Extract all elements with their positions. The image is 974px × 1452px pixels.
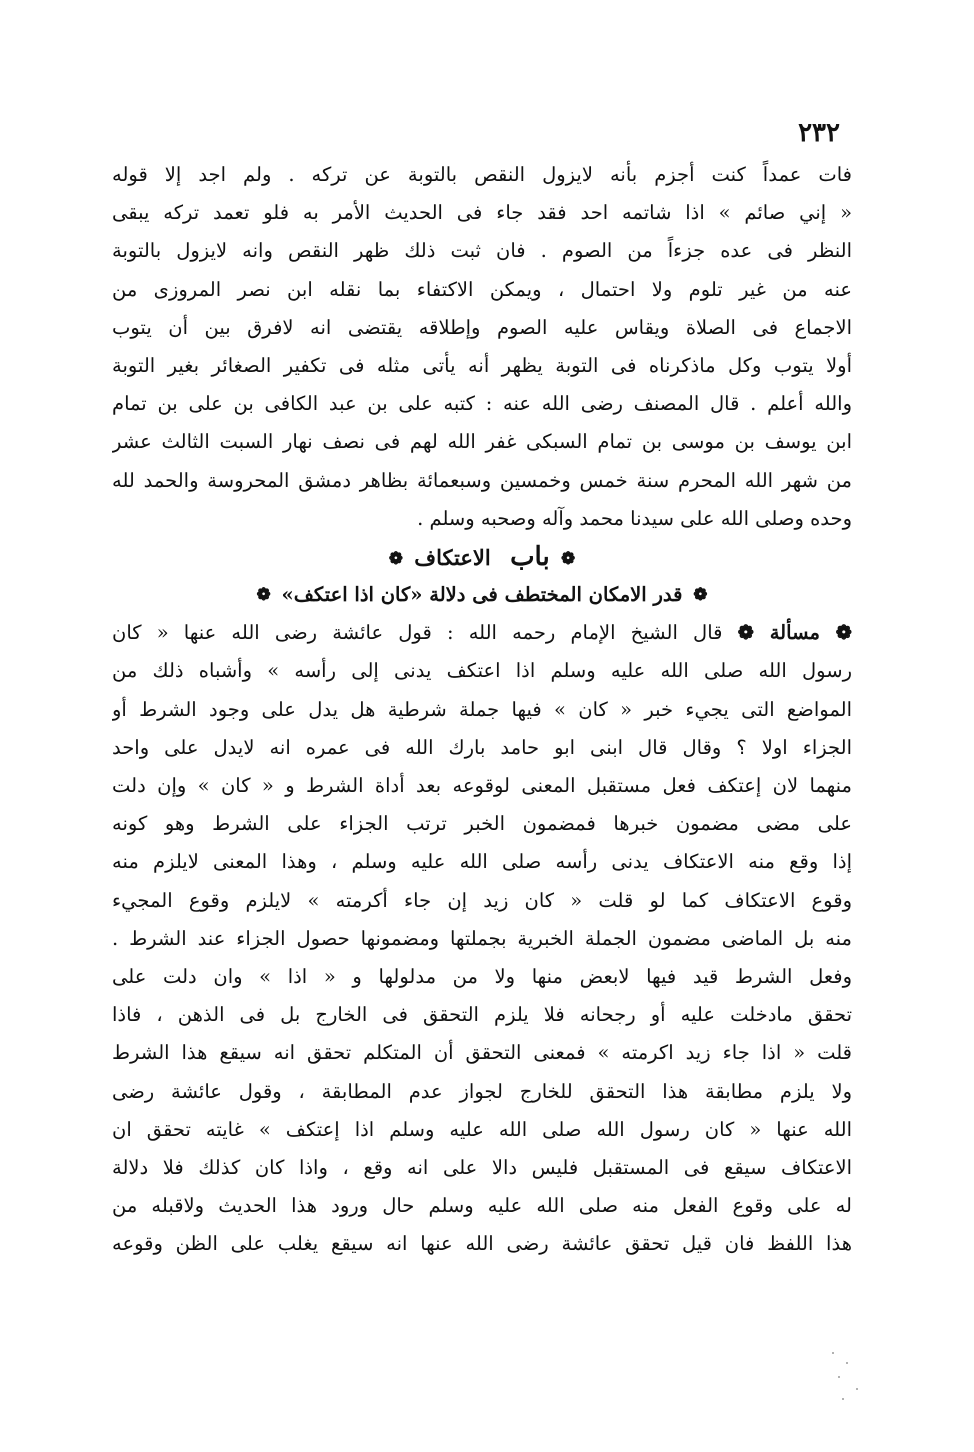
- scan-speck: [856, 1388, 858, 1390]
- text-line: تحقق مادخلت عليه أو رجحانه فلا يلزم التحقق فى الخارج بل فى الذهن ، فاذا: [112, 1003, 852, 1027]
- text-line-content: قال الشيخ الإمام رحمه الله : قول عائشة رضى الله عنها « كان: [112, 621, 723, 645]
- text-line: عنه من غير تلوم ولا احتمال ، ويمكن الاكتفاء بما نقله ابن نصر المروزى من: [112, 277, 852, 301]
- section-heading-text: قدر الامكان المختطف فى دلالة «كان اذا اعتكف»: [281, 583, 683, 607]
- scan-speck: [832, 1352, 834, 1354]
- text-line: الاعتكاف سيقع فى المستقبل فليس دالا على انه وقع ، واذا كان كذلك فلا دلالة: [112, 1155, 852, 1179]
- section-heading: [112, 576, 852, 614]
- text-line: إذا وقع منه الاعتكاف يدنى رأسه صلى الله عليه وسلم ، وهذا المعنى لايلزم منه: [112, 850, 852, 874]
- text-line: الجزاء اولا ؟ وقال قال ابنى ابو حامد بارك الله فى عمره انه لايدل على واحد: [112, 735, 852, 759]
- text-line: « إني صائم » اذا شاتمه احد فقد جاء فى الحديث الأمر به فلو تعمد تركه يبقى: [112, 201, 852, 225]
- text-line: وقوع الاعتكاف كما لو قلت « كان زيد إن جاء أكرمته » لايلزم وقوع المجيء: [112, 888, 852, 912]
- text-line: أولا يتوب وكل ماذكرناه فى التوبة يظهر أنه يأتى مثله فى تكفير الصغائر بغير التوبة: [112, 353, 852, 377]
- page-number: ٢٣٢: [798, 118, 840, 148]
- text-line: هذا اللفظ فان قيل تحقق عائشة رضى الله عنها انه سيقع يغلب على الظن وقوعه: [112, 1232, 852, 1256]
- masala-lead: ❁ مسألة ❁: [737, 621, 852, 645]
- chapter-heading: [112, 538, 852, 576]
- ornament-icon: ❁: [693, 585, 708, 606]
- text-line: منه بل الماضى مضمون الجملة الخبرية بجملتها ومضمونها حصول الجزاء عند الشرط .: [112, 926, 852, 950]
- text-line: على مضى مضمون خبرها فمضمون الخبر ترتب الجزاء على الشرط وهو كونه: [112, 812, 852, 836]
- text-line: ولا يلزم مطابقة هذا التحقق للخارج لجواز عدم المطابقة ، وقول عائشة رضى: [112, 1079, 852, 1103]
- text-line: له على وقوع الفعل منه صلى الله عليه وسلم حال ورود هذا الحديث ولاقبله من: [112, 1194, 852, 1218]
- ornament-icon: ❁: [388, 549, 403, 570]
- ornament-icon: ❁: [256, 585, 271, 606]
- scan-speck: [846, 1362, 848, 1364]
- text-line: منهما لان إعتكف فعل مستقبل المعنى لوقوعه بعد أداة الشرط و « كان » وإن دلت: [112, 774, 852, 797]
- text-line: فات عمداً كنت أجزم بأنه لايزول النقص بالتوبة عن تركه . ولم اجد إلا قوله: [112, 163, 852, 186]
- text-line: [112, 614, 852, 652]
- text-line: وحده وصلى الله على سيدنا محمد وآله وصحبه وسلم .: [417, 506, 852, 530]
- chapter-title: الاعتكاف: [414, 544, 491, 570]
- scan-speck: [838, 1376, 840, 1378]
- chapter-bab-word: باب: [510, 541, 550, 572]
- text-line: وفعل الشرط قيد فيها لابعض منها ولا من مدلولها و « اذا » وان دلت على: [112, 964, 852, 988]
- text-line: رسول الله صلى الله عليه وسلم اذا اعتكف يدنى إلى رأسه » وأشباه ذلك من: [112, 659, 852, 683]
- text-line: ابن يوسف بن موسى بن تمام السبكى غفر الله لهم فى نصف نهار السبت الثالث عشر: [112, 430, 852, 454]
- text-line: قلت « اذا جاء زيد اكرمته » فمعنى التحقق أن المتكلم تحقق انه سيقع هذا الشرط: [112, 1041, 852, 1065]
- ornament-icon: ❁: [561, 549, 576, 570]
- text-line: الله عنها « كان رسول الله صلى الله عليه وسلم اذا إعتكف » غايته تحقق ان: [112, 1117, 852, 1141]
- text-line: النظر فى عده جزءاً من الصوم . فان ثبت ذلك ظهر النقص وانه لايزول بالتوبة: [112, 239, 852, 263]
- text-line: الاجماع فى الصلاة ويقاس عليه الصوم وإطلاقه يقتضى انه لافرق بين أن يتوب: [112, 315, 852, 339]
- scan-speck: [842, 1398, 844, 1400]
- text-line: من شهر الله المحرم سنة خمس وخمسين وسبعمائة بظاهر دمشق المحروسة والحمد لله: [112, 468, 852, 492]
- text-line: المواضع التى يجيء خبر « كان » فيها جملة شرطية هل يدل على وجود الشرط أو: [112, 697, 852, 721]
- text-line: والله أعلم . قال المصنف رضى الله عنه : كتبه على بن عبد الكافى بن على بن تمام: [112, 392, 852, 416]
- page-text-block: [112, 156, 852, 1263]
